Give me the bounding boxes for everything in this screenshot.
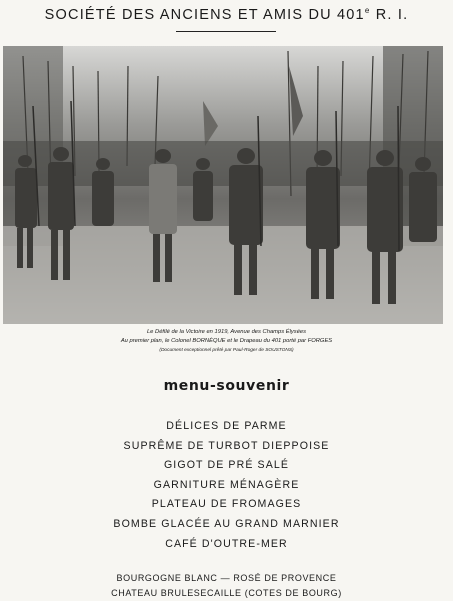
wine-line-1: BOURGOGNE BLANC — ROSÉ DE PROVENCE [116, 573, 337, 583]
caption-line-2: Au premier plan, le Colonel BORNÈQUE et le Drapeau du 401 porté par FORGES [120, 338, 333, 344]
menu-item: DÉLICES DE PARME [166, 420, 287, 432]
wine-line-2: CHATEAU BRULESECAILLE (COTES DE BOURG) [111, 588, 342, 598]
header-divider [176, 31, 276, 32]
menu-list [0, 417, 453, 554]
menu-item: SUPRÊME DE TURBOT DIEPPOISE [123, 439, 330, 452]
header-superscript: e [364, 6, 371, 15]
photo-caption [0, 328, 453, 355]
parade-photo-illustration [3, 46, 443, 324]
wine-list [0, 571, 453, 601]
caption-line-3: (Document exceptionnel prêté par Paul-Roger de SOUSTONS) [159, 348, 294, 353]
parade-photo [3, 46, 443, 324]
menu-item: GARNITURE MÉNAGÈRE [153, 478, 300, 491]
menu-title: menu-souvenir [163, 378, 290, 394]
menu-item: BOMBE GLACÉE AU GRAND MARNIER [113, 517, 340, 530]
menu-item: CAFÉ D'OUTRE-MER [165, 537, 288, 550]
society-header [0, 6, 453, 23]
caption-line-1: Le Défilé de la Victoire en 1919, Avenue des Champs Élysées [146, 329, 307, 335]
header-title-end: R. I. [375, 6, 409, 23]
menu-item: GIGOT DE PRÉ SALÉ [163, 459, 290, 472]
header-title: SOCIÉTÉ DES ANCIENS ET AMIS DU 401 [44, 6, 365, 23]
menu-item: PLATEAU DE FROMAGES [151, 498, 302, 511]
